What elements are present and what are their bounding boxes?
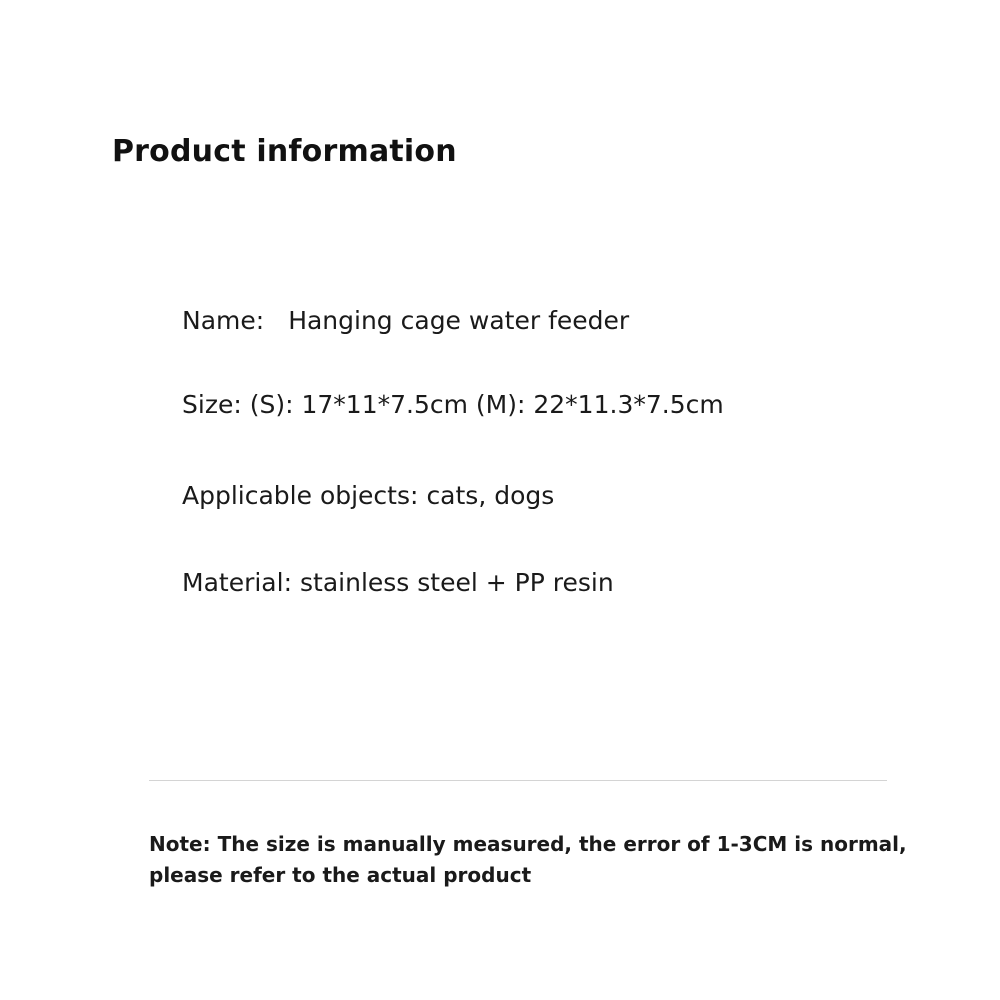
note-line-1: Note: The size is manually measured, the error of 1-3CM is normal, (149, 832, 907, 856)
spec-value-material: stainless steel + PP resin (300, 568, 614, 597)
spec-value-name: Hanging cage water feeder (288, 306, 630, 335)
spec-row-material (182, 568, 614, 597)
page-title: Product information (112, 134, 457, 169)
spec-row-name (182, 306, 629, 335)
spec-value-size: (S): 17*11*7.5cm (M): 22*11.3*7.5cm (249, 390, 724, 419)
spec-row-size (182, 390, 724, 419)
spec-label-material: Material: (182, 568, 292, 597)
section-divider (149, 780, 887, 781)
spec-value-applicable-objects: cats, dogs (426, 481, 555, 510)
spec-label-size: Size: (182, 390, 242, 419)
note-line-2: please refer to the actual product (149, 863, 532, 887)
measurement-note (149, 829, 929, 891)
spec-label-applicable-objects: Applicable objects: (182, 481, 419, 510)
spec-label-name: Name: (182, 306, 265, 335)
spec-row-applicable-objects (182, 481, 554, 510)
